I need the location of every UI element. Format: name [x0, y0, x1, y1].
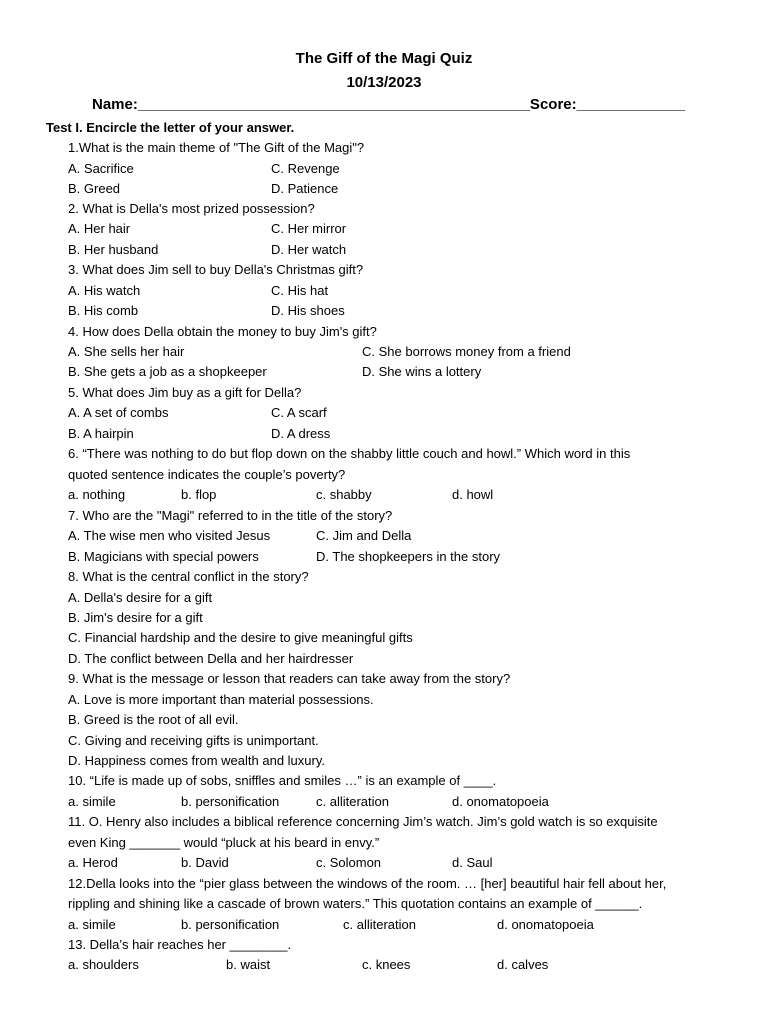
q2-option-c: C. Her mirror [271, 221, 347, 236]
q2-option-a: A. Her hair [68, 221, 131, 236]
q5-option-c: C. A scarf [271, 405, 327, 420]
question-8: 8. What is the central conflict in the story? [68, 569, 309, 584]
q5-option-d: D. A dress [271, 426, 331, 441]
q10-option-b: b. personification [181, 794, 280, 809]
q11-option-d: d. Saul [452, 855, 493, 870]
q13-option-a: a. shoulders [68, 957, 139, 972]
q4-option-d: D. She wins a lottery [362, 364, 482, 379]
q6-option-a: a. nothing [68, 487, 126, 502]
q1-option-b: B. Greed [68, 181, 121, 196]
q9-option-d: D. Happiness comes from wealth and luxury. [68, 753, 325, 768]
q7-option-a: A. The wise men who visited Jesus [68, 528, 271, 543]
question-6-line-1: 6. “There was nothing to do but flop down on the shabby little couch and howl.” Which word in this [68, 446, 631, 461]
q9-option-a: A. Love is more important than material possessions. [68, 692, 374, 707]
quiz-date: 10/13/2023 [346, 74, 422, 91]
q13-option-b: b. waist [226, 957, 271, 972]
q8-option-d: D. The conflict between Della and her hairdresser [68, 651, 354, 666]
q1-option-a: A. Sacrifice [68, 161, 134, 176]
q3-option-c: C. His hat [271, 283, 329, 298]
q6-option-b: b. flop [181, 487, 217, 502]
q8-option-c: C. Financial hardship and the desire to give meaningful gifts [68, 630, 413, 645]
q1-option-d: D. Patience [271, 181, 339, 196]
question-1: 1.What is the main theme of "The Gift of the Magi"? [68, 140, 365, 155]
q12-option-a: a. simile [68, 917, 116, 932]
name-score-line: Name:_______________________________________________Score:_____________ [92, 96, 686, 113]
q5-option-a: A. A set of combs [68, 405, 169, 420]
q6-option-c: c. shabby [316, 487, 372, 502]
question-6-line-2: quoted sentence indicates the couple’s poverty? [68, 467, 346, 482]
q11-option-b: b. David [181, 855, 229, 870]
q5-option-b: B. A hairpin [68, 426, 134, 441]
q11-option-a: a. Herod [68, 855, 118, 870]
question-11-line-1: 11. O. Henry also includes a biblical reference concerning Jim’s watch. Jim’s gold watch is so exquisite [68, 814, 658, 829]
q2-option-d: D. Her watch [271, 242, 347, 257]
q1-option-c: C. Revenge [271, 161, 340, 176]
question-12-line-2: rippling and shining like a cascade of brown waters.” This quotation contains an example of ______. [68, 896, 643, 911]
q3-option-a: A. His watch [68, 283, 141, 298]
question-4: 4. How does Della obtain the money to buy Jim's gift? [68, 324, 377, 339]
q7-option-c: C. Jim and Della [316, 528, 412, 543]
q3-option-d: D. His shoes [271, 303, 345, 318]
q2-option-b: B. Her husband [68, 242, 159, 257]
q8-option-a: A. Della's desire for a gift [68, 590, 213, 605]
q4-option-b: B. She gets a job as a shopkeeper [68, 364, 267, 379]
question-11-line-2: even King _______ would “pluck at his beard in envy.” [68, 835, 380, 850]
q13-option-d: d. calves [497, 957, 549, 972]
q8-option-b: B. Jim's desire for a gift [68, 610, 203, 625]
question-3: 3. What does Jim sell to buy Della's Christmas gift? [68, 262, 364, 277]
q12-option-b: b. personification [181, 917, 280, 932]
q13-option-c: c. knees [362, 957, 411, 972]
question-12-line-1: 12.Della looks into the “pier glass between the windows of the room. … [her] beautiful hair fell about her, [68, 876, 667, 891]
q12-option-d: d. onomatopoeia [497, 917, 594, 932]
question-13: 13. Della’s hair reaches her ________. [68, 937, 292, 952]
q12-option-c: c. alliteration [343, 917, 416, 932]
q7-option-d: D. The shopkeepers in the story [316, 549, 501, 564]
question-10: 10. “Life is made up of sobs, sniffles and smiles …” is an example of ____. [68, 773, 497, 788]
q4-option-c: C. She borrows money from a friend [362, 344, 571, 359]
q9-option-b: B. Greed is the root of all evil. [68, 712, 239, 727]
q4-option-a: A. She sells her hair [68, 344, 185, 359]
question-2: 2. What is Della's most prized possession? [68, 201, 315, 216]
question-9: 9. What is the message or lesson that readers can take away from the story? [68, 671, 511, 686]
question-5: 5. What does Jim buy as a gift for Della? [68, 385, 302, 400]
test-heading: Test I. Encircle the letter of your answer. [46, 120, 295, 135]
q7-option-b: B. Magicians with special powers [68, 549, 259, 564]
q10-option-d: d. onomatopoeia [452, 794, 549, 809]
q11-option-c: c. Solomon [316, 855, 382, 870]
q6-option-d: d. howl [452, 487, 494, 502]
quiz-title: The Giff of the Magi Quiz [295, 50, 473, 67]
q9-option-c: C. Giving and receiving gifts is unimportant. [68, 733, 319, 748]
q10-option-a: a. simile [68, 794, 116, 809]
question-7: 7. Who are the "Magi" referred to in the title of the story? [68, 508, 393, 523]
q10-option-c: c. alliteration [316, 794, 389, 809]
q3-option-b: B. His comb [68, 303, 139, 318]
